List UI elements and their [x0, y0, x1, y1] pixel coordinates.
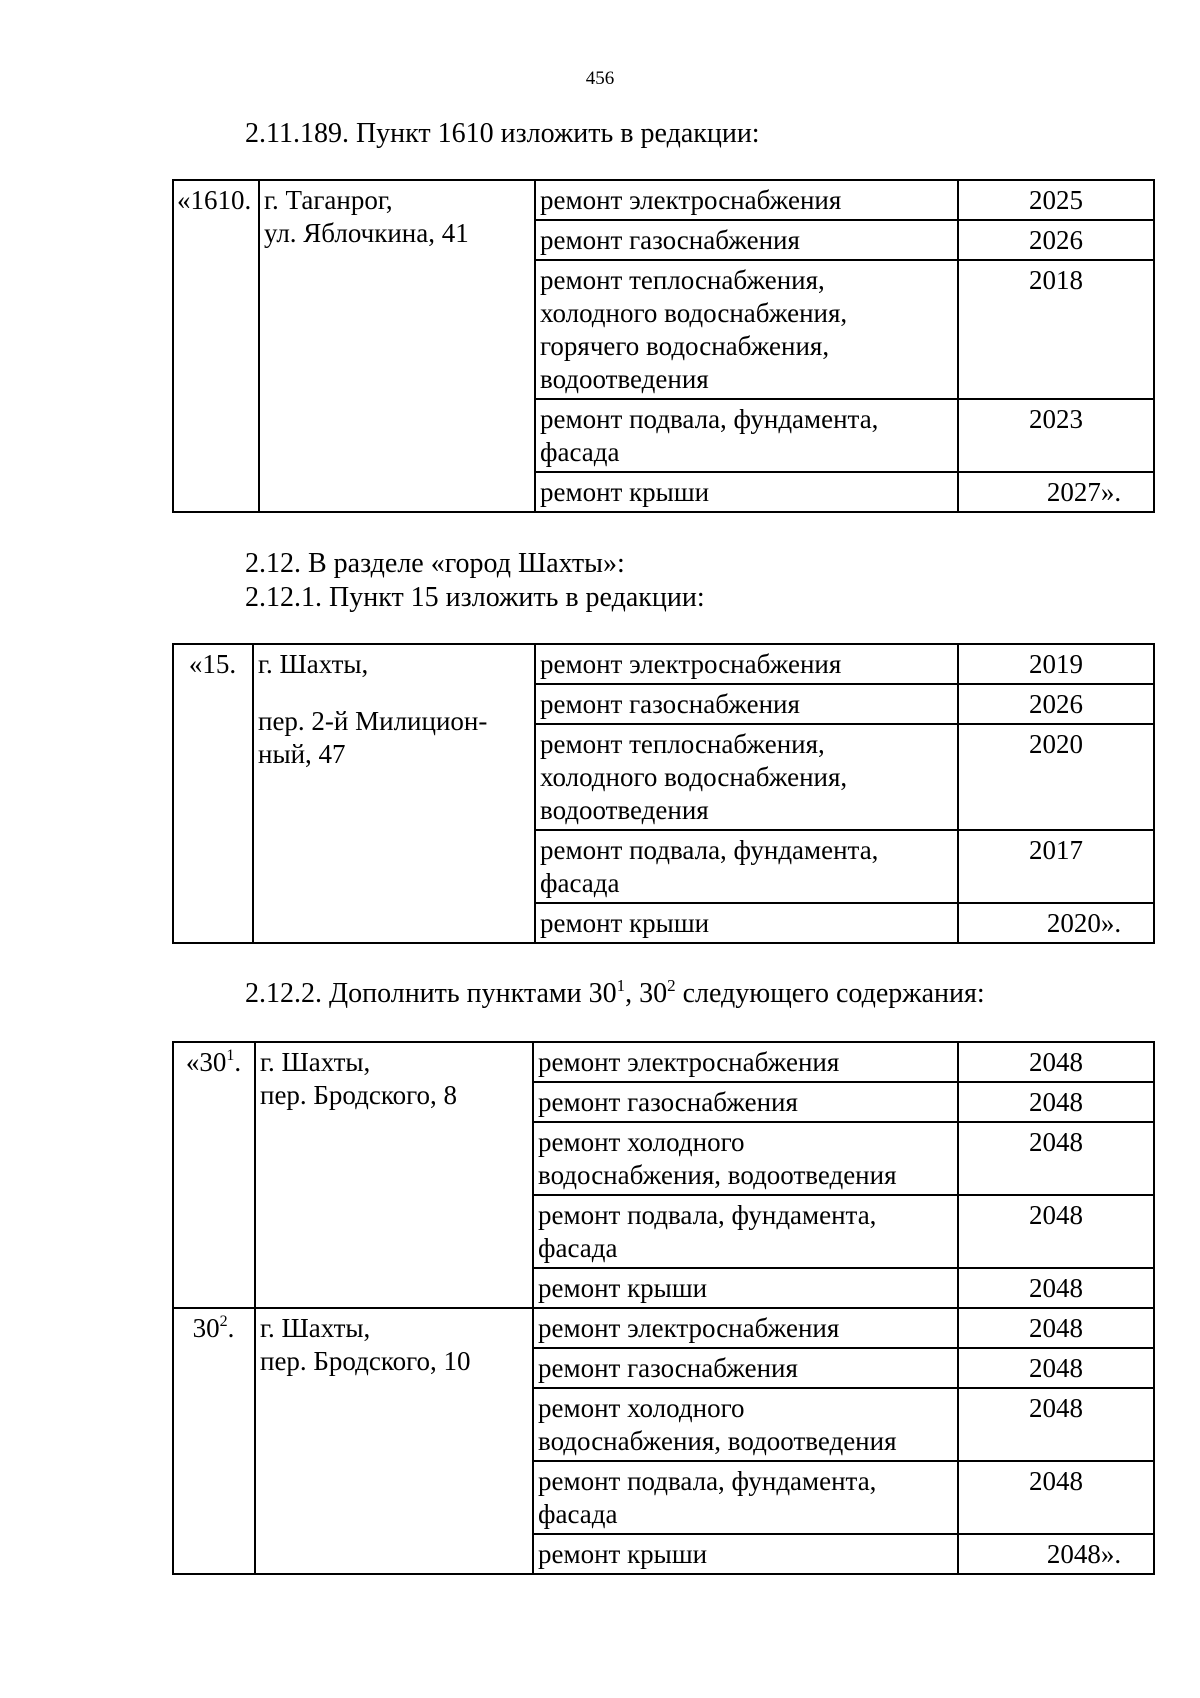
- work-line: ремонт холодного: [538, 1393, 745, 1423]
- work-line: фасада: [540, 437, 620, 467]
- address-city: г. Шахты,: [260, 1313, 371, 1343]
- work-line: ремонт подвала, фундамента,: [538, 1466, 877, 1496]
- paragraph-2-11-189: 2.11.189. Пункт 1610 изложить в редакции:: [245, 118, 760, 149]
- work-line: ремонт теплоснабжения,: [540, 265, 825, 295]
- work-cell: ремонт электроснабжения: [533, 1308, 958, 1348]
- work-line: водоотведения: [540, 795, 709, 825]
- address-street: ул. Яблочкина, 41: [264, 218, 469, 248]
- table-row: [173, 644, 1154, 684]
- table-item-1610: [172, 179, 1155, 513]
- work-cell: ремонт электроснабжения: [535, 644, 958, 684]
- paragraph-text: 2.12.2. Дополнить пунктами 30: [245, 978, 617, 1009]
- address-street: пер. Бродского, 10: [260, 1346, 471, 1376]
- work-line: ремонт подвала, фундамента,: [540, 404, 879, 434]
- address-city: г. Шахты,: [258, 649, 369, 679]
- item-address: [259, 180, 535, 512]
- work-cell: [535, 399, 958, 472]
- page-number: 456: [585, 68, 615, 89]
- work-cell: ремонт крыши: [533, 1534, 958, 1574]
- paragraph-text: следующего содержания:: [675, 978, 985, 1009]
- work-line: ремонт холодного: [538, 1127, 745, 1157]
- year-cell: 2018: [958, 260, 1154, 399]
- address-city: г. Таганрог,: [264, 185, 393, 215]
- address-street: пер. 2-й Милицион-: [258, 706, 488, 736]
- year-cell: 2048: [958, 1308, 1154, 1348]
- address-gap: [258, 681, 530, 705]
- work-cell: [535, 260, 958, 399]
- item-address: [255, 1308, 533, 1574]
- year-cell: 2017: [958, 830, 1154, 903]
- work-line: водоснабжения, водоотведения: [538, 1426, 897, 1456]
- year-cell: 2048».: [958, 1534, 1154, 1574]
- address-street: пер. Бродского, 8: [260, 1080, 458, 1110]
- item-number-text: .: [227, 1313, 235, 1343]
- address-street-cont: ный, 47: [258, 739, 346, 769]
- work-line: ремонт подвала, фундамента,: [538, 1200, 877, 1230]
- work-line: водоснабжения, водоотведения: [538, 1160, 897, 1190]
- work-line: холодного водоснабжения,: [540, 298, 848, 328]
- year-cell: 2048: [958, 1388, 1154, 1461]
- superscript: 2: [667, 976, 676, 995]
- work-cell: [533, 1461, 958, 1534]
- year-cell: 2048: [958, 1268, 1154, 1308]
- work-cell: ремонт электроснабжения: [535, 180, 958, 220]
- year-cell: 2027».: [958, 472, 1154, 512]
- work-line: горячего водоснабжения,: [540, 331, 830, 361]
- work-cell: [533, 1122, 958, 1195]
- work-cell: ремонт газоснабжения: [535, 220, 958, 260]
- work-cell: [535, 830, 958, 903]
- table-items-30: [172, 1041, 1155, 1575]
- item-number-text: .: [234, 1047, 242, 1077]
- year-cell: 2023: [958, 399, 1154, 472]
- table-row: [173, 1308, 1154, 1348]
- item-address: [255, 1042, 533, 1308]
- work-cell: [533, 1388, 958, 1461]
- paragraph-2-12-2: [245, 978, 985, 1010]
- item-number-superscript: 1: [226, 1047, 235, 1064]
- item-number-text: 30: [192, 1313, 220, 1343]
- table-row: [173, 1042, 1154, 1082]
- work-cell: [533, 1195, 958, 1268]
- year-cell: 2048: [958, 1461, 1154, 1534]
- paragraph-2-12: 2.12. В разделе «город Шахты»:: [245, 548, 625, 579]
- item-number: [173, 1308, 255, 1574]
- table-item-15: [172, 643, 1155, 944]
- year-cell: 2048: [958, 1122, 1154, 1195]
- work-line: фасада: [538, 1233, 618, 1263]
- work-line: фасада: [540, 868, 620, 898]
- paragraph-text: , 30: [625, 978, 668, 1009]
- superscript: 1: [616, 976, 626, 995]
- work-line: ремонт теплоснабжения,: [540, 729, 825, 759]
- work-cell: ремонт крыши: [533, 1268, 958, 1308]
- year-cell: 2048: [958, 1195, 1154, 1268]
- year-cell: 2025: [958, 180, 1154, 220]
- work-cell: ремонт электроснабжения: [533, 1042, 958, 1082]
- work-line: фасада: [538, 1499, 618, 1529]
- work-line: водоотведения: [540, 364, 709, 394]
- year-cell: 2019: [958, 644, 1154, 684]
- year-cell: 2020».: [958, 903, 1154, 943]
- work-line: ремонт подвала, фундамента,: [540, 835, 879, 865]
- work-line: холодного водоснабжения,: [540, 762, 848, 792]
- work-cell: ремонт газоснабжения: [535, 684, 958, 724]
- item-number-superscript: 2: [219, 1313, 228, 1330]
- work-cell: ремонт газоснабжения: [533, 1348, 958, 1388]
- work-cell: ремонт газоснабжения: [533, 1082, 958, 1122]
- year-cell: 2026: [958, 220, 1154, 260]
- item-address: [253, 644, 535, 943]
- work-cell: [535, 724, 958, 830]
- work-cell: ремонт крыши: [535, 903, 958, 943]
- item-number: [173, 1042, 255, 1308]
- paragraph-2-12-1: 2.12.1. Пункт 15 изложить в редакции:: [245, 582, 705, 613]
- item-number: «1610.: [173, 180, 259, 512]
- year-cell: 2048: [958, 1082, 1154, 1122]
- item-number: «15.: [173, 644, 253, 943]
- year-cell: 2048: [958, 1348, 1154, 1388]
- item-number-text: «30: [185, 1047, 227, 1077]
- work-cell: ремонт крыши: [535, 472, 958, 512]
- address-city: г. Шахты,: [260, 1047, 371, 1077]
- year-cell: 2048: [958, 1042, 1154, 1082]
- table-row: [173, 180, 1154, 220]
- year-cell: 2020: [958, 724, 1154, 830]
- year-cell: 2026: [958, 684, 1154, 724]
